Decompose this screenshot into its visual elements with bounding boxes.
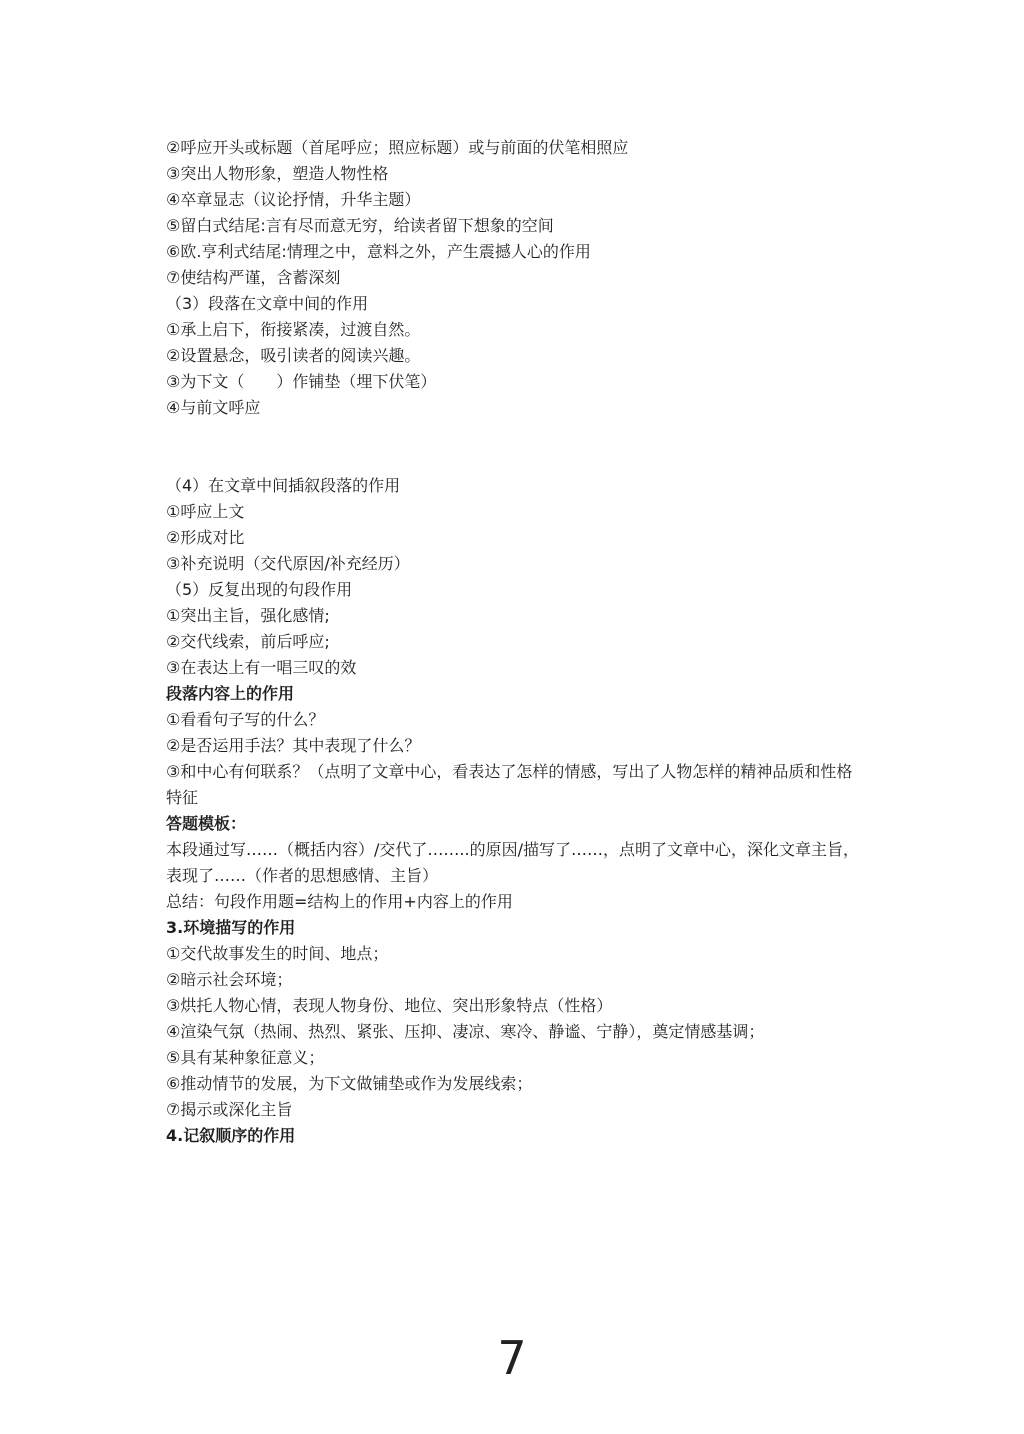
text-line: ⑦揭示或深化主旨	[166, 1100, 293, 1119]
text-line: ②是否运用手法？其中表现了什么？	[166, 736, 421, 755]
env-heading: 3.环境描写的作用	[166, 918, 296, 937]
text-line: ⑦使结构严谨，含蓄深刻	[166, 268, 341, 287]
text-line: ⑥欧.亨利式结尾:情理之中，意料之外，产生震撼人心的作用	[166, 242, 591, 261]
text-line: ①看看句子写的什么？	[166, 710, 325, 729]
text-line: ①呼应上文	[166, 502, 245, 521]
template-heading: 答题模板：	[166, 814, 247, 833]
text-line: ②暗示社会环境；	[166, 970, 293, 989]
text-line: ⑥推动情节的发展，为下文做铺垫或作为发展线索；	[166, 1074, 533, 1093]
text-paragraph: ③和中心有何联系？（点明了文章中心，看表达了怎样的情感，写出了人物怎样的精神品质和性格特征	[166, 762, 853, 807]
text-line: ②形成对比	[166, 528, 245, 547]
text-line: ④与前文呼应	[166, 398, 261, 417]
text-line: ②呼应开头或标题（首尾呼应；照应标题）或与前面的伏笔相照应	[166, 138, 629, 157]
text-line: ④渲染气氛（热闹、热烈、紧张、压抑、凄凉、寒冷、静谧、宁静），奠定情感基调；	[166, 1022, 765, 1041]
blank-gap	[166, 421, 866, 473]
text-line: ①交代故事发生的时间、地点；	[166, 944, 389, 963]
text-line: ③补充说明（交代原因/补充经历）	[166, 554, 410, 573]
narrative-heading: 4.记叙顺序的作用	[166, 1126, 296, 1145]
section-subheading: （3）段落在文章中间的作用	[166, 294, 369, 313]
text-line: ①承上启下，衔接紧凑，过渡自然。	[166, 320, 421, 339]
template-paragraph: 本段通过写……（概括内容）/交代了……..的原因/描写了……，点明了文章中心，深化文章主旨，表现了……（作者的思想感情、主旨）	[166, 840, 859, 885]
content-heading: 段落内容上的作用	[166, 684, 295, 703]
page-number: 7	[497, 1331, 527, 1385]
summary-line: 总结：句段作用题=结构上的作用+内容上的作用	[166, 892, 513, 911]
text-line: ③为下文（ ）作铺垫（埋下伏笔）	[166, 372, 437, 391]
section-subheading: （4）在文章中间插叙段落的作用	[166, 476, 401, 495]
section-subheading: （5）反复出现的句段作用	[166, 580, 353, 599]
text-line: ⑤留白式结尾:言有尽而意无穷，给读者留下想象的空间	[166, 216, 554, 235]
document-body	[166, 135, 866, 1149]
text-line: ③烘托人物心情，表现人物身份、地位、突出形象特点（性格）	[166, 996, 613, 1015]
text-line: ③突出人物形象，塑造人物性格	[166, 164, 389, 183]
text-line: ③在表达上有一唱三叹的效	[166, 658, 357, 677]
text-line: ②设置悬念，吸引读者的阅读兴趣。	[166, 346, 421, 365]
text-line: ④卒章显志（议论抒情，升华主题）	[166, 190, 421, 209]
text-line: ②交代线索，前后呼应;	[166, 632, 330, 651]
text-line: ⑤具有某种象征意义；	[166, 1048, 325, 1067]
text-line: ①突出主旨，强化感情;	[166, 606, 330, 625]
